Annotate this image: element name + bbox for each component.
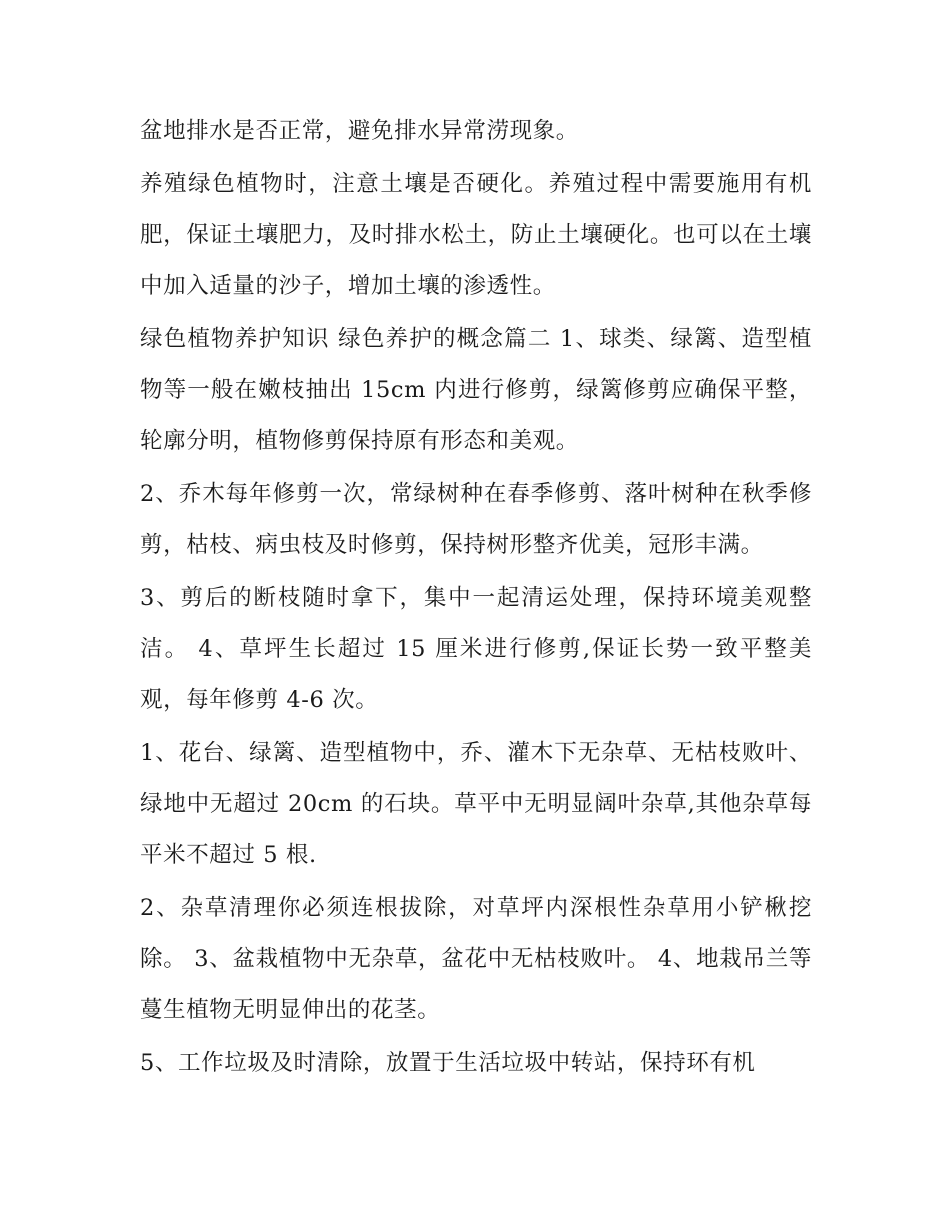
paragraph: 1、花台、绿篱、造型植物中，乔、灌木下无杂草、无枯枝败叶、绿地中无超过 20cm 的石块。草平中无明显阔叶杂草,其他杂草每平米不超过 5 根. [140,740,812,868]
paragraph: 2、杂草清理你必须连根拔除，对草坪内深根性杂草用小铲楸挖除。 3、盆栽植物中无杂草，盆花中无枯枝败叶。 4、地栽吊兰等蔓生植物无明显伸出的花茎。 [140,895,812,1023]
document-body [140,106,812,1091]
paragraph: 3、剪后的断枝随时拿下，集中一起清运处理，保持环境美观整洁。 4、草坪生长超过 15 厘米进行修剪,保证长势一致平整美观，每年修剪 4-6 次。 [140,585,812,713]
paragraph: 5、工作垃圾及时清除，放置于生活垃圾中转站，保持环有机 [140,1050,756,1076]
paragraph: 盆地排水是否正常，避免排水异常涝现象。 [140,118,579,144]
paragraph: 2、乔木每年修剪一次，常绿树种在春季修剪、落叶树种在秋季修剪，枯枝、病虫枝及时修剪，保持树形整齐优美，冠形丰满。 [140,481,812,558]
paragraph: 养殖绿色植物时，注意土壤是否硬化。养殖过程中需要施用有机肥，保证土壤肥力，及时排水松土，防止土壤硬化。也可以在土壤中加入适量的沙子，增加土壤的渗透性。 [140,171,812,299]
paragraph: 绿色植物养护知识 绿色养护的概念篇二 1、球类、绿篱、造型植物等一般在嫩枝抽出 15cm 内进行修剪，绿篱修剪应确保平整，轮廓分明，植物修剪保持原有形态和美观。 [140,326,812,454]
